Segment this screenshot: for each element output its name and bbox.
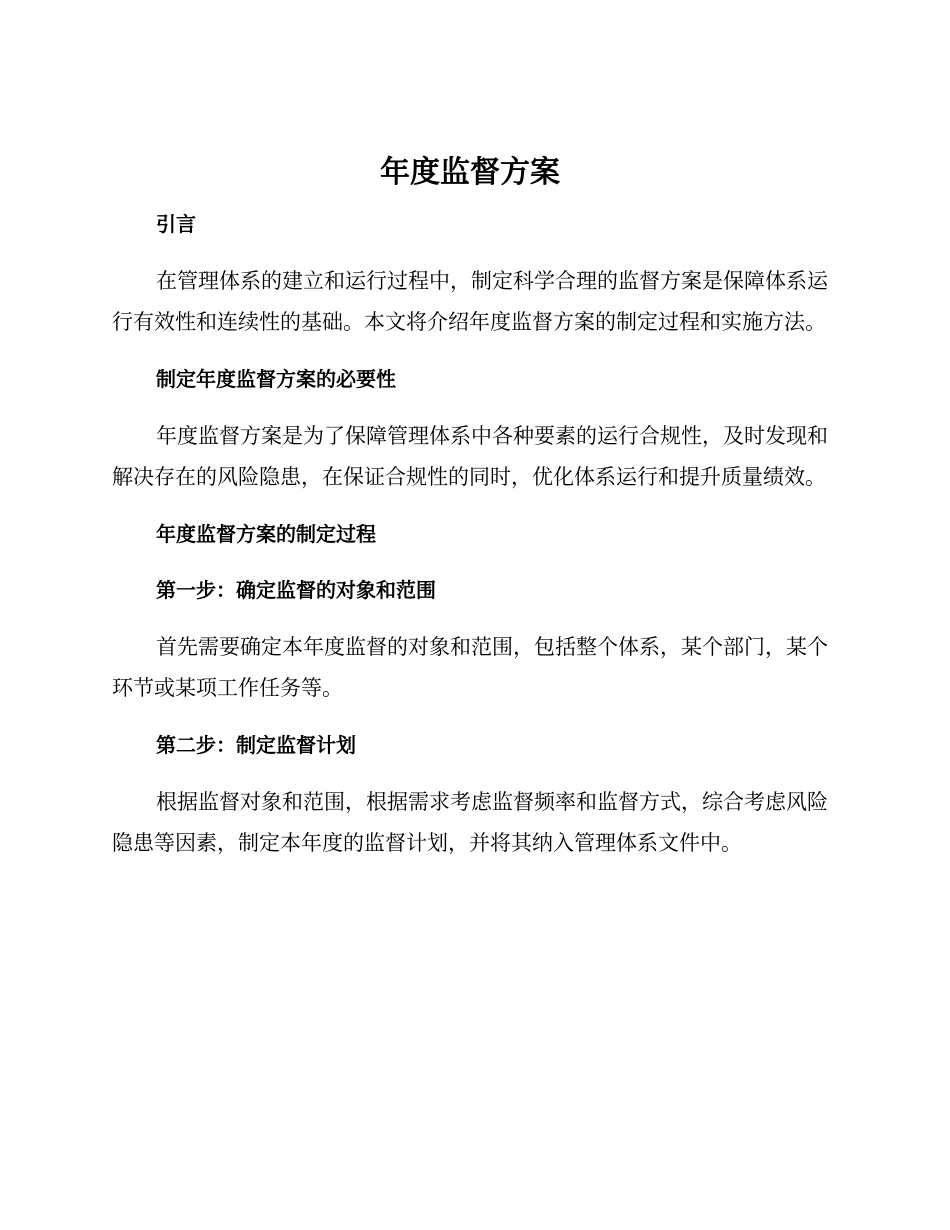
section-heading-step1: 第一步：确定监督的对象和范围 xyxy=(156,578,436,602)
document-body xyxy=(112,148,828,864)
section-heading-necessity: 制定年度监督方案的必要性 xyxy=(156,367,396,391)
document-title: 年度监督方案 xyxy=(380,155,560,190)
section-heading-intro: 引言 xyxy=(156,212,196,236)
paragraph-step1: 首先需要确定本年度监督的对象和范围，包括整个体系，某个部门，某个环节或某项工作任务等。 xyxy=(112,635,828,700)
paragraph-necessity: 年度监督方案是为了保障管理体系中各种要素的运行合规性，及时发现和解决存在的风险隐患，在保证合规性的同时，优化体系运行和提升质量绩效。 xyxy=(112,424,828,489)
section-heading-process: 年度监督方案的制定过程 xyxy=(156,522,376,546)
section-heading-step2: 第二步：制定监督计划 xyxy=(156,733,356,757)
paragraph-intro: 在管理体系的建立和运行过程中，制定科学合理的监督方案是保障体系运行有效性和连续性的基础。本文将介绍年度监督方案的制定过程和实施方法。 xyxy=(112,269,828,334)
paragraph-step2: 根据监督对象和范围，根据需求考虑监督频率和监督方式，综合考虑风险隐患等因素，制定本年度的监督计划，并将其纳入管理体系文件中。 xyxy=(112,790,828,855)
